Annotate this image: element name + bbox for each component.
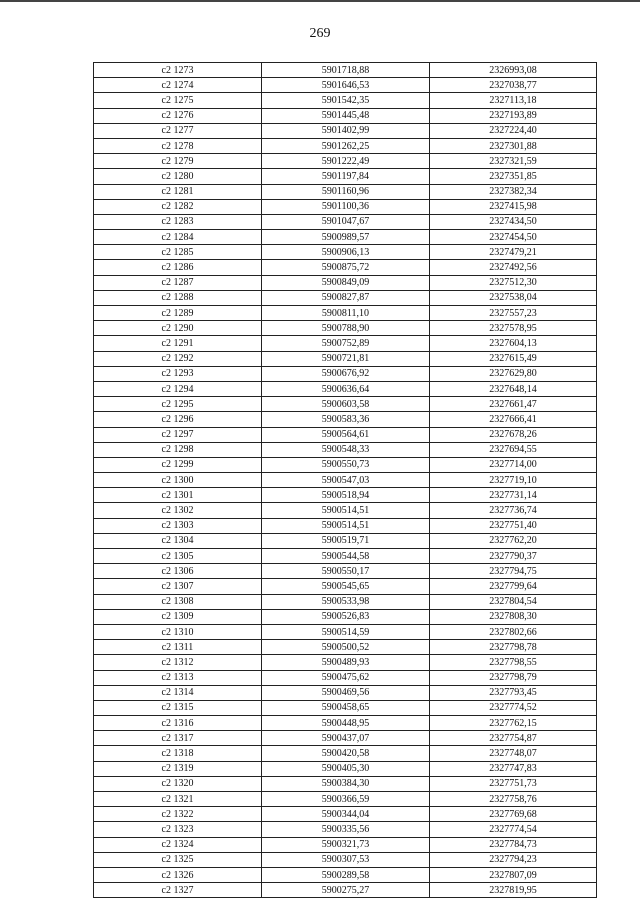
point-id-cell: с2 1291 xyxy=(94,336,262,351)
table-row xyxy=(94,245,597,260)
table-row xyxy=(94,214,597,229)
point-id-cell: с2 1296 xyxy=(94,412,262,427)
point-id-cell: с2 1300 xyxy=(94,473,262,488)
y-coordinate-cell: 2327784,73 xyxy=(430,837,597,852)
y-coordinate-cell: 2327774,52 xyxy=(430,700,597,715)
x-coordinate-cell: 5900335,56 xyxy=(262,822,430,837)
table-row xyxy=(94,685,597,700)
point-id-cell: с2 1316 xyxy=(94,716,262,731)
table-row xyxy=(94,366,597,381)
x-coordinate-cell: 5900550,73 xyxy=(262,457,430,472)
table-row xyxy=(94,123,597,138)
x-coordinate-cell: 5901402,99 xyxy=(262,123,430,138)
point-id-cell: с2 1313 xyxy=(94,670,262,685)
table-row xyxy=(94,564,597,579)
table-row xyxy=(94,154,597,169)
y-coordinate-cell: 2326993,08 xyxy=(430,63,597,78)
x-coordinate-cell: 5900307,53 xyxy=(262,852,430,867)
table-row xyxy=(94,716,597,731)
x-coordinate-cell: 5900544,58 xyxy=(262,549,430,564)
y-coordinate-cell: 2327415,98 xyxy=(430,199,597,214)
x-coordinate-cell: 5900437,07 xyxy=(262,731,430,746)
table-row xyxy=(94,260,597,275)
x-coordinate-cell: 5900500,52 xyxy=(262,640,430,655)
y-coordinate-cell: 2327678,26 xyxy=(430,427,597,442)
y-coordinate-cell: 2327794,75 xyxy=(430,564,597,579)
x-coordinate-cell: 5900547,03 xyxy=(262,473,430,488)
y-coordinate-cell: 2327666,41 xyxy=(430,412,597,427)
point-id-cell: с2 1323 xyxy=(94,822,262,837)
y-coordinate-cell: 2327819,95 xyxy=(430,883,597,898)
x-coordinate-cell: 5901542,35 xyxy=(262,93,430,108)
point-id-cell: с2 1299 xyxy=(94,457,262,472)
table-row xyxy=(94,336,597,351)
table-row xyxy=(94,670,597,685)
x-coordinate-cell: 5900583,36 xyxy=(262,412,430,427)
point-id-cell: с2 1274 xyxy=(94,78,262,93)
table-row xyxy=(94,867,597,882)
table-row xyxy=(94,63,597,78)
point-id-cell: с2 1292 xyxy=(94,351,262,366)
x-coordinate-cell: 5900906,13 xyxy=(262,245,430,260)
x-coordinate-cell: 5900550,17 xyxy=(262,564,430,579)
x-coordinate-cell: 5900518,94 xyxy=(262,488,430,503)
y-coordinate-cell: 2327492,56 xyxy=(430,260,597,275)
point-id-cell: с2 1320 xyxy=(94,776,262,791)
y-coordinate-cell: 2327793,45 xyxy=(430,685,597,700)
table-row xyxy=(94,640,597,655)
y-coordinate-cell: 2327038,77 xyxy=(430,78,597,93)
table-row xyxy=(94,594,597,609)
table-row xyxy=(94,807,597,822)
x-coordinate-cell: 5901262,25 xyxy=(262,138,430,153)
y-coordinate-cell: 2327758,76 xyxy=(430,792,597,807)
x-coordinate-cell: 5900366,59 xyxy=(262,792,430,807)
table-row xyxy=(94,108,597,123)
y-coordinate-cell: 2327799,64 xyxy=(430,579,597,594)
point-id-cell: с2 1277 xyxy=(94,123,262,138)
y-coordinate-cell: 2327751,40 xyxy=(430,518,597,533)
y-coordinate-cell: 2327557,23 xyxy=(430,306,597,321)
y-coordinate-cell: 2327736,74 xyxy=(430,503,597,518)
table-row xyxy=(94,549,597,564)
x-coordinate-cell: 5900849,09 xyxy=(262,275,430,290)
point-id-cell: с2 1293 xyxy=(94,366,262,381)
y-coordinate-cell: 2327648,14 xyxy=(430,381,597,396)
table-row xyxy=(94,427,597,442)
y-coordinate-cell: 2327719,10 xyxy=(430,473,597,488)
y-coordinate-cell: 2327512,30 xyxy=(430,275,597,290)
x-coordinate-cell: 5900752,89 xyxy=(262,336,430,351)
coordinates-table-body xyxy=(94,63,597,898)
y-coordinate-cell: 2327479,21 xyxy=(430,245,597,260)
x-coordinate-cell: 5901197,84 xyxy=(262,169,430,184)
point-id-cell: с2 1283 xyxy=(94,214,262,229)
point-id-cell: с2 1284 xyxy=(94,230,262,245)
table-row xyxy=(94,776,597,791)
point-id-cell: с2 1298 xyxy=(94,442,262,457)
table-row xyxy=(94,488,597,503)
y-coordinate-cell: 2327224,40 xyxy=(430,123,597,138)
x-coordinate-cell: 5901047,67 xyxy=(262,214,430,229)
point-id-cell: с2 1286 xyxy=(94,260,262,275)
y-coordinate-cell: 2327434,50 xyxy=(430,214,597,229)
point-id-cell: с2 1305 xyxy=(94,549,262,564)
x-coordinate-cell: 5900676,92 xyxy=(262,366,430,381)
point-id-cell: с2 1327 xyxy=(94,883,262,898)
y-coordinate-cell: 2327751,73 xyxy=(430,776,597,791)
x-coordinate-cell: 5900545,65 xyxy=(262,579,430,594)
y-coordinate-cell: 2327604,13 xyxy=(430,336,597,351)
point-id-cell: с2 1321 xyxy=(94,792,262,807)
x-coordinate-cell: 5900448,95 xyxy=(262,716,430,731)
table-row xyxy=(94,351,597,366)
table-row xyxy=(94,230,597,245)
y-coordinate-cell: 2327790,37 xyxy=(430,549,597,564)
x-coordinate-cell: 5900603,58 xyxy=(262,397,430,412)
point-id-cell: с2 1315 xyxy=(94,700,262,715)
y-coordinate-cell: 2327807,09 xyxy=(430,867,597,882)
point-id-cell: с2 1324 xyxy=(94,837,262,852)
point-id-cell: с2 1326 xyxy=(94,867,262,882)
x-coordinate-cell: 5901100,36 xyxy=(262,199,430,214)
point-id-cell: с2 1318 xyxy=(94,746,262,761)
point-id-cell: с2 1319 xyxy=(94,761,262,776)
table-row xyxy=(94,503,597,518)
table-row xyxy=(94,746,597,761)
table-row xyxy=(94,533,597,548)
x-coordinate-cell: 5900475,62 xyxy=(262,670,430,685)
y-coordinate-cell: 2327774,54 xyxy=(430,822,597,837)
y-coordinate-cell: 2327193,89 xyxy=(430,108,597,123)
point-id-cell: с2 1311 xyxy=(94,640,262,655)
point-id-cell: с2 1304 xyxy=(94,533,262,548)
y-coordinate-cell: 2327578,95 xyxy=(430,321,597,336)
y-coordinate-cell: 2327661,47 xyxy=(430,397,597,412)
table-row xyxy=(94,655,597,670)
x-coordinate-cell: 5900811,10 xyxy=(262,306,430,321)
top-border-rule xyxy=(0,0,640,2)
point-id-cell: с2 1281 xyxy=(94,184,262,199)
y-coordinate-cell: 2327351,85 xyxy=(430,169,597,184)
y-coordinate-cell: 2327808,30 xyxy=(430,609,597,624)
x-coordinate-cell: 5900514,59 xyxy=(262,624,430,639)
point-id-cell: с2 1295 xyxy=(94,397,262,412)
x-coordinate-cell: 5900514,51 xyxy=(262,503,430,518)
y-coordinate-cell: 2327731,14 xyxy=(430,488,597,503)
table-row xyxy=(94,275,597,290)
x-coordinate-cell: 5900526,83 xyxy=(262,609,430,624)
y-coordinate-cell: 2327748,07 xyxy=(430,746,597,761)
x-coordinate-cell: 5901646,53 xyxy=(262,78,430,93)
table-row xyxy=(94,700,597,715)
table-row xyxy=(94,792,597,807)
point-id-cell: с2 1309 xyxy=(94,609,262,624)
table-row xyxy=(94,731,597,746)
point-id-cell: с2 1288 xyxy=(94,290,262,305)
table-row xyxy=(94,837,597,852)
point-id-cell: с2 1325 xyxy=(94,852,262,867)
x-coordinate-cell: 5901160,96 xyxy=(262,184,430,199)
table-row xyxy=(94,852,597,867)
y-coordinate-cell: 2327629,80 xyxy=(430,366,597,381)
y-coordinate-cell: 2327798,78 xyxy=(430,640,597,655)
y-coordinate-cell: 2327798,79 xyxy=(430,670,597,685)
point-id-cell: с2 1294 xyxy=(94,381,262,396)
y-coordinate-cell: 2327454,50 xyxy=(430,230,597,245)
table-row xyxy=(94,397,597,412)
x-coordinate-cell: 5900788,90 xyxy=(262,321,430,336)
table-row xyxy=(94,457,597,472)
y-coordinate-cell: 2327301,88 xyxy=(430,138,597,153)
table-row xyxy=(94,518,597,533)
table-row xyxy=(94,321,597,336)
table-row xyxy=(94,169,597,184)
point-id-cell: с2 1308 xyxy=(94,594,262,609)
x-coordinate-cell: 5900420,58 xyxy=(262,746,430,761)
x-coordinate-cell: 5901222,49 xyxy=(262,154,430,169)
x-coordinate-cell: 5900721,81 xyxy=(262,351,430,366)
table-row xyxy=(94,290,597,305)
table-row xyxy=(94,473,597,488)
y-coordinate-cell: 2327747,83 xyxy=(430,761,597,776)
point-id-cell: с2 1314 xyxy=(94,685,262,700)
point-id-cell: с2 1285 xyxy=(94,245,262,260)
point-id-cell: с2 1297 xyxy=(94,427,262,442)
point-id-cell: с2 1279 xyxy=(94,154,262,169)
table-row xyxy=(94,412,597,427)
y-coordinate-cell: 2327769,68 xyxy=(430,807,597,822)
point-id-cell: с2 1287 xyxy=(94,275,262,290)
table-row xyxy=(94,306,597,321)
x-coordinate-cell: 5900564,61 xyxy=(262,427,430,442)
x-coordinate-cell: 5900405,30 xyxy=(262,761,430,776)
x-coordinate-cell: 5901718,88 xyxy=(262,63,430,78)
page-number: 269 xyxy=(309,26,331,41)
table-row xyxy=(94,624,597,639)
x-coordinate-cell: 5900321,73 xyxy=(262,837,430,852)
point-id-cell: с2 1310 xyxy=(94,624,262,639)
table-row xyxy=(94,442,597,457)
table-row xyxy=(94,381,597,396)
x-coordinate-cell: 5900289,58 xyxy=(262,867,430,882)
x-coordinate-cell: 5900519,71 xyxy=(262,533,430,548)
table-row xyxy=(94,579,597,594)
y-coordinate-cell: 2327794,23 xyxy=(430,852,597,867)
table-row xyxy=(94,78,597,93)
point-id-cell: с2 1301 xyxy=(94,488,262,503)
point-id-cell: с2 1290 xyxy=(94,321,262,336)
x-coordinate-cell: 5900533,98 xyxy=(262,594,430,609)
point-id-cell: с2 1273 xyxy=(94,63,262,78)
table-row xyxy=(94,199,597,214)
y-coordinate-cell: 2327694,55 xyxy=(430,442,597,457)
y-coordinate-cell: 2327762,20 xyxy=(430,533,597,548)
x-coordinate-cell: 5900489,93 xyxy=(262,655,430,670)
x-coordinate-cell: 5900344,04 xyxy=(262,807,430,822)
y-coordinate-cell: 2327762,15 xyxy=(430,716,597,731)
table-row xyxy=(94,761,597,776)
table-row xyxy=(94,138,597,153)
point-id-cell: с2 1322 xyxy=(94,807,262,822)
y-coordinate-cell: 2327615,49 xyxy=(430,351,597,366)
x-coordinate-cell: 5900827,87 xyxy=(262,290,430,305)
x-coordinate-cell: 5900989,57 xyxy=(262,230,430,245)
x-coordinate-cell: 5900514,51 xyxy=(262,518,430,533)
point-id-cell: с2 1289 xyxy=(94,306,262,321)
point-id-cell: с2 1307 xyxy=(94,579,262,594)
x-coordinate-cell: 5900384,30 xyxy=(262,776,430,791)
y-coordinate-cell: 2327798,55 xyxy=(430,655,597,670)
x-coordinate-cell: 5900875,72 xyxy=(262,260,430,275)
point-id-cell: с2 1306 xyxy=(94,564,262,579)
y-coordinate-cell: 2327113,18 xyxy=(430,93,597,108)
point-id-cell: с2 1278 xyxy=(94,138,262,153)
table-row xyxy=(94,609,597,624)
point-id-cell: с2 1276 xyxy=(94,108,262,123)
table-row xyxy=(94,93,597,108)
y-coordinate-cell: 2327321,59 xyxy=(430,154,597,169)
y-coordinate-cell: 2327754,87 xyxy=(430,731,597,746)
point-id-cell: с2 1280 xyxy=(94,169,262,184)
y-coordinate-cell: 2327802,66 xyxy=(430,624,597,639)
y-coordinate-cell: 2327714,00 xyxy=(430,457,597,472)
point-id-cell: с2 1282 xyxy=(94,199,262,214)
x-coordinate-cell: 5900458,65 xyxy=(262,700,430,715)
point-id-cell: с2 1312 xyxy=(94,655,262,670)
coordinates-table xyxy=(93,62,597,898)
y-coordinate-cell: 2327382,34 xyxy=(430,184,597,199)
y-coordinate-cell: 2327538,04 xyxy=(430,290,597,305)
table-row xyxy=(94,822,597,837)
x-coordinate-cell: 5900469,56 xyxy=(262,685,430,700)
x-coordinate-cell: 5900275,27 xyxy=(262,883,430,898)
point-id-cell: с2 1275 xyxy=(94,93,262,108)
x-coordinate-cell: 5900636,64 xyxy=(262,381,430,396)
point-id-cell: с2 1303 xyxy=(94,518,262,533)
y-coordinate-cell: 2327804,54 xyxy=(430,594,597,609)
point-id-cell: с2 1317 xyxy=(94,731,262,746)
x-coordinate-cell: 5901445,48 xyxy=(262,108,430,123)
x-coordinate-cell: 5900548,33 xyxy=(262,442,430,457)
table-row xyxy=(94,883,597,898)
point-id-cell: с2 1302 xyxy=(94,503,262,518)
table-row xyxy=(94,184,597,199)
